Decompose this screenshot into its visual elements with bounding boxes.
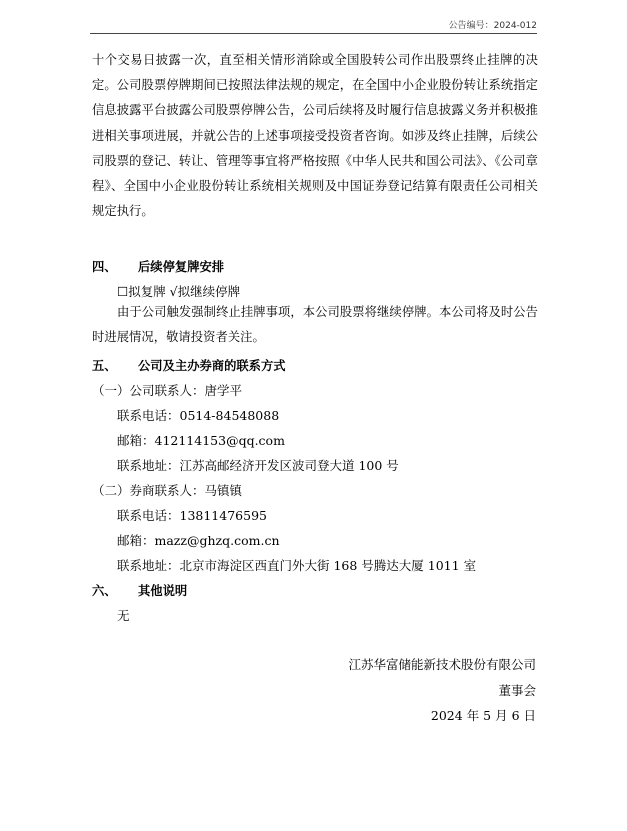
broker-email: 邮箱：mazz@ghzq.com.cn: [117, 533, 280, 548]
company-name: 江苏华富储能新技术股份有限公司: [348, 657, 536, 672]
company-email: 邮箱：412114153@qq.com: [117, 433, 285, 448]
section-4-heading: [92, 257, 224, 275]
broker-contact-person: （二）券商联系人：马镇镇: [92, 483, 243, 498]
company-phone: 联系电话：0514-84548088: [117, 408, 280, 423]
announcement-date: 2024 年 5 月 6 日: [430, 708, 536, 723]
intro-paragraph: 十个交易日披露一次，直至相关情形消除或全国股转公司作出股票终止挂牌的决定。公司股票停牌期间已按照法律法规的规定，在全国中小企业股份转让系统指定信息披露平台披露公司股票停牌公告，公司后续将及时履行信息披露义务并积极推进相关事项进展，并就公告的上述事项接受投资者咨询。如涉及终止挂牌，后续公司股票的登记、转让、管理等事宜将严格按照《中华人民共和国公司法》、《公司章程》、全国中小企业股份转让系统相关规则及中国证券登记结算有限责任公司相关规定执行。: [92, 53, 538, 219]
section-4-number: 四、: [92, 260, 117, 274]
resumption-options: ☐拟复牌 √拟继续停牌: [117, 284, 241, 299]
section-6-number: 六、: [92, 584, 117, 598]
section-6-title: 其他说明: [138, 584, 188, 598]
announcement-number: 公告编号：2024-012: [448, 21, 537, 31]
section-5-title: 公司及主办券商的联系方式: [138, 359, 286, 373]
broker-address: 联系地址：北京市海淀区西直门外大街 168 号腾达大厦 1011 室: [117, 558, 477, 573]
company-contact-person: （一）公司联系人：唐学平: [92, 383, 243, 398]
board-of-directors: 董事会: [498, 683, 536, 698]
section-6-heading: [92, 581, 187, 599]
header-divider: [90, 33, 537, 34]
section-4-paragraph: 由于公司触发强制终止挂牌事项，本公司股票将继续停牌。本公司将及时公告时进展情况，敬请投资者关注。: [92, 305, 538, 345]
section-5-heading: [92, 356, 286, 374]
section-4-title: 后续停复牌安排: [138, 260, 225, 274]
section-6-content: 无: [117, 608, 130, 623]
company-address: 联系地址：江苏高邮经济开发区波司登大道 100 号: [117, 458, 399, 473]
section-5-number: 五、: [92, 359, 117, 373]
broker-phone: 联系电话：13811476595: [117, 508, 267, 523]
